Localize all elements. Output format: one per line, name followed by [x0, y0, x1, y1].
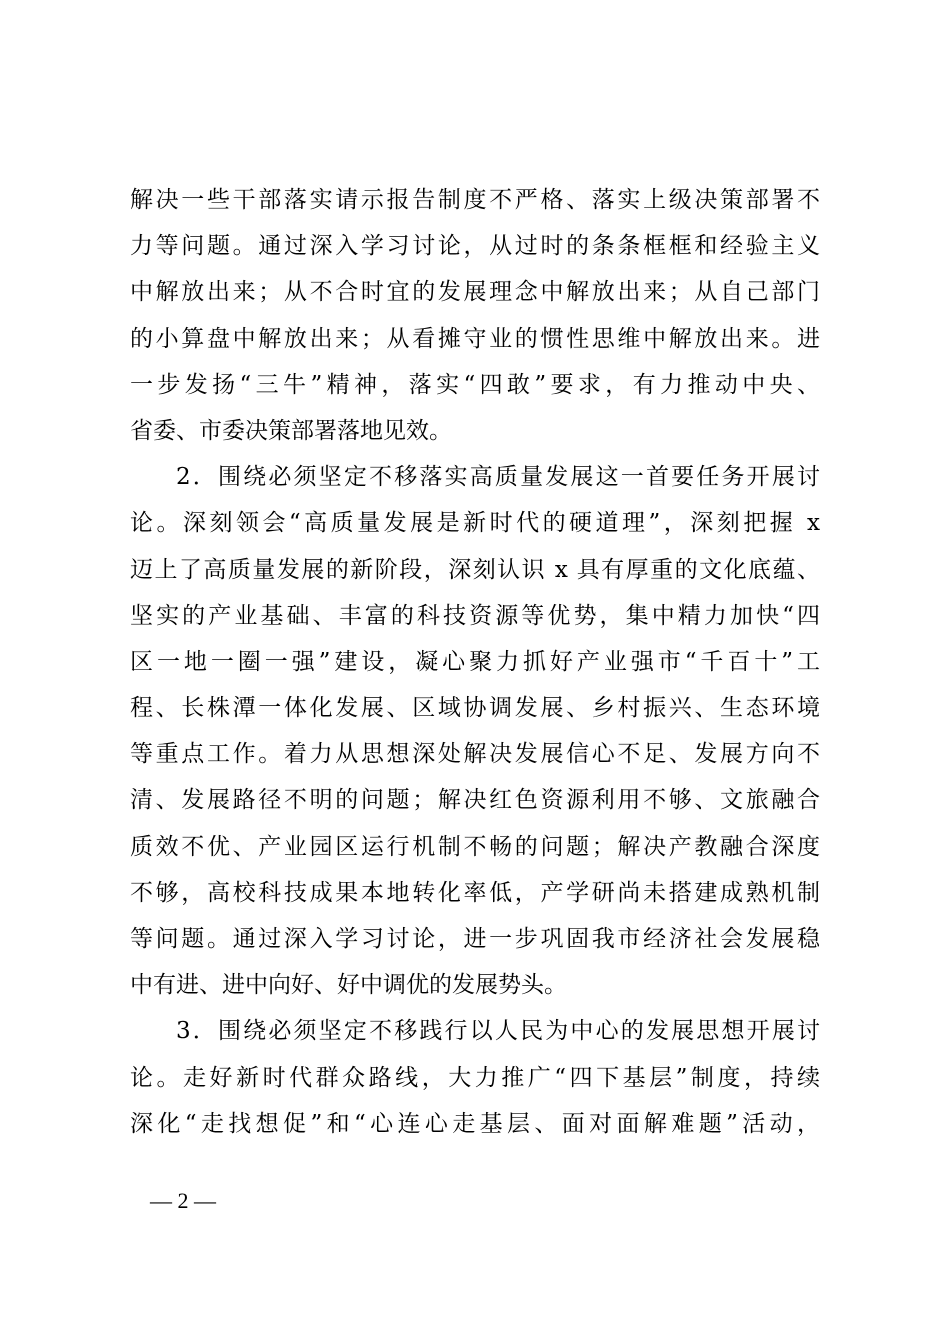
page-number: — 2 —: [150, 1188, 216, 1213]
text-line: 2．围绕必须坚定不移落实高质量发展这一首要任务开展讨: [176, 464, 820, 491]
text-line: 力等问题。通过深入学习讨论，从过时的条条框框和经验主义: [130, 233, 820, 260]
text-line: 中有进、进中向好、好中调优的发展势头。: [130, 972, 567, 999]
text-line: 程、长株潭一体化发展、区域协调发展、乡村振兴、生态环境: [130, 695, 820, 722]
text-line: 等重点工作。着力从思想深处解决发展信心不足、发展方向不: [130, 741, 820, 768]
text-line: 坚实的产业基础、丰富的科技资源等优势，集中精力加快“四: [130, 602, 820, 629]
text-line: 论。走好新时代群众路线，大力推广“四下基层”制度，持续: [130, 1064, 820, 1091]
text-line: 解决一些干部落实请示报告制度不严格、落实上级决策部署不: [130, 187, 820, 213]
text-line: 中解放出来；从不合时宜的发展理念中解放出来；从自己部门: [130, 279, 820, 306]
text-line: 区一地一圈一强”建设，凝心聚力抓好产业强市“千百十”工: [130, 648, 820, 675]
text-line: 不够，高校科技成果本地转化率低，产学研尚未搭建成熟机制: [130, 879, 820, 906]
text-line: 质效不优、产业园区运行机制不畅的问题；解决产教融合深度: [130, 833, 820, 860]
text-line: 一步发扬“三牛”精神，落实“四敢”要求，有力推动中央、: [130, 371, 820, 398]
document-body: [130, 177, 820, 1147]
text-line: 省委、市委决策部署落地见效。: [130, 417, 452, 444]
text-line: 等问题。通过深入学习讨论，进一步巩固我市经济社会发展稳: [130, 926, 820, 952]
text-line: 迈上了高质量发展的新阶段，深刻认识 x 具有厚重的文化底蕴、: [130, 556, 820, 583]
text-line: 清、发展路径不明的问题；解决红色资源利用不够、文旅融合: [130, 787, 820, 814]
text-line: 论。深刻领会“高质量发展是新时代的硬道理”，深刻把握 x: [130, 510, 820, 537]
text-line: 深化“走找想促”和“心连心走基层、面对面解难题”活动，: [130, 1110, 820, 1137]
text-line: 3．围绕必须坚定不移践行以人民为中心的发展思想开展讨: [176, 1018, 820, 1045]
text-line: 的小算盘中解放出来；从看摊守业的惯性思维中解放出来。进: [130, 325, 820, 352]
